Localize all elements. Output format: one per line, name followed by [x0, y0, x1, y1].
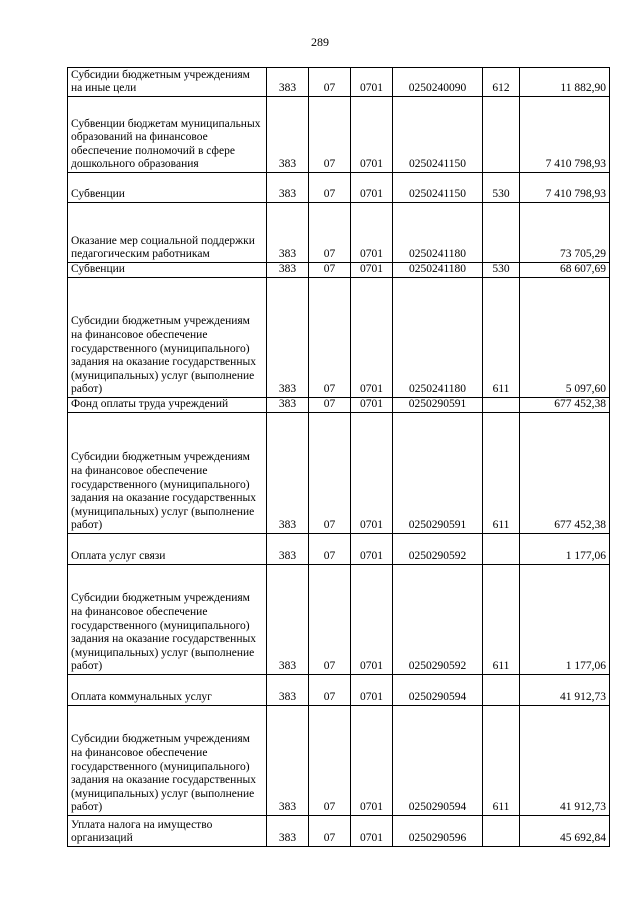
expense-type-code — [483, 675, 520, 706]
table-row — [68, 203, 610, 263]
expense-type-code: 612 — [483, 68, 520, 97]
amount: 677 452,38 — [520, 398, 610, 413]
table-row — [68, 97, 610, 173]
section-code: 07 — [309, 398, 351, 413]
expense-type-code — [483, 97, 520, 173]
target-article-code: 0250290592 — [393, 534, 483, 565]
expense-type-code — [483, 816, 520, 847]
department-code: 383 — [267, 534, 309, 565]
budget-item-name: Оказание мер социальной поддержки педагогическим работникам — [68, 203, 267, 263]
section-code: 07 — [309, 263, 351, 278]
table-row — [68, 68, 610, 97]
target-article-code: 0250290591 — [393, 398, 483, 413]
section-code: 07 — [309, 97, 351, 173]
section-code: 07 — [309, 534, 351, 565]
subsection-code: 0701 — [351, 68, 393, 97]
department-code: 383 — [267, 706, 309, 816]
amount: 677 452,38 — [520, 413, 610, 534]
department-code: 383 — [267, 203, 309, 263]
target-article-code: 0250241150 — [393, 97, 483, 173]
target-article-code: 0250290591 — [393, 413, 483, 534]
table-row — [68, 413, 610, 534]
section-code: 07 — [309, 173, 351, 203]
subsection-code: 0701 — [351, 413, 393, 534]
subsection-code: 0701 — [351, 816, 393, 847]
department-code: 383 — [267, 278, 309, 398]
subsection-code: 0701 — [351, 565, 393, 675]
subsection-code: 0701 — [351, 398, 393, 413]
table-row — [68, 263, 610, 278]
department-code: 383 — [267, 565, 309, 675]
target-article-code: 0250241150 — [393, 173, 483, 203]
budget-table — [67, 67, 610, 847]
section-code: 07 — [309, 706, 351, 816]
subsection-code: 0701 — [351, 675, 393, 706]
budget-item-name: Уплата налога на имущество организаций — [68, 816, 267, 847]
expense-type-code — [483, 203, 520, 263]
budget-item-name: Субвенции — [68, 263, 267, 278]
target-article-code: 0250241180 — [393, 263, 483, 278]
target-article-code: 0250290594 — [393, 706, 483, 816]
expense-type-code — [483, 534, 520, 565]
section-code: 07 — [309, 413, 351, 534]
target-article-code: 0250241180 — [393, 203, 483, 263]
amount: 5 097,60 — [520, 278, 610, 398]
budget-item-name: Оплата услуг связи — [68, 534, 267, 565]
department-code: 383 — [267, 173, 309, 203]
page-number: 289 — [311, 35, 329, 49]
expense-type-code — [483, 398, 520, 413]
department-code: 383 — [267, 263, 309, 278]
table-row — [68, 534, 610, 565]
amount: 1 177,06 — [520, 565, 610, 675]
expense-type-code: 611 — [483, 278, 520, 398]
budget-item-name: Субсидии бюджетным учреждениям на финансовое обеспечение государственного (муниципального) задания на оказание государственных (муниципальных) услуг (выполнение работ) — [68, 278, 267, 398]
section-code: 07 — [309, 675, 351, 706]
subsection-code: 0701 — [351, 534, 393, 565]
expense-type-code: 611 — [483, 565, 520, 675]
budget-item-name: Фонд оплаты труда учреждений — [68, 398, 267, 413]
subsection-code: 0701 — [351, 173, 393, 203]
subsection-code: 0701 — [351, 97, 393, 173]
amount: 7 410 798,93 — [520, 97, 610, 173]
expense-type-code: 530 — [483, 263, 520, 278]
table-row — [68, 278, 610, 398]
department-code: 383 — [267, 68, 309, 97]
department-code: 383 — [267, 816, 309, 847]
section-code: 07 — [309, 278, 351, 398]
target-article-code: 0250290592 — [393, 565, 483, 675]
table-row — [68, 565, 610, 675]
subsection-code: 0701 — [351, 203, 393, 263]
table-row — [68, 173, 610, 203]
amount: 73 705,29 — [520, 203, 610, 263]
budget-item-name: Субвенции — [68, 173, 267, 203]
target-article-code: 0250240090 — [393, 68, 483, 97]
table-row — [68, 706, 610, 816]
department-code: 383 — [267, 97, 309, 173]
target-article-code: 0250241180 — [393, 278, 483, 398]
amount: 45 692,84 — [520, 816, 610, 847]
amount: 41 912,73 — [520, 706, 610, 816]
budget-item-name: Субвенции бюджетам муниципальных образований на финансовое обеспечение полномочий в сфере дошкольного образования — [68, 97, 267, 173]
section-code: 07 — [309, 565, 351, 675]
expense-type-code: 611 — [483, 706, 520, 816]
amount: 41 912,73 — [520, 675, 610, 706]
amount: 68 607,69 — [520, 263, 610, 278]
target-article-code: 0250290594 — [393, 675, 483, 706]
section-code: 07 — [309, 203, 351, 263]
expense-type-code: 530 — [483, 173, 520, 203]
department-code: 383 — [267, 675, 309, 706]
table-row — [68, 398, 610, 413]
section-code: 07 — [309, 816, 351, 847]
amount: 1 177,06 — [520, 534, 610, 565]
amount: 11 882,90 — [520, 68, 610, 97]
budget-item-name: Оплата коммунальных услуг — [68, 675, 267, 706]
subsection-code: 0701 — [351, 706, 393, 816]
budget-item-name: Субсидии бюджетным учреждениям на финансовое обеспечение государственного (муниципального) задания на оказание государственных (муниципальных) услуг (выполнение работ) — [68, 706, 267, 816]
expense-type-code: 611 — [483, 413, 520, 534]
department-code: 383 — [267, 413, 309, 534]
amount: 7 410 798,93 — [520, 173, 610, 203]
target-article-code: 0250290596 — [393, 816, 483, 847]
table-row — [68, 816, 610, 847]
subsection-code: 0701 — [351, 263, 393, 278]
section-code: 07 — [309, 68, 351, 97]
budget-item-name: Субсидии бюджетным учреждениям на иные цели — [68, 68, 267, 97]
subsection-code: 0701 — [351, 278, 393, 398]
table-row — [68, 675, 610, 706]
department-code: 383 — [267, 398, 309, 413]
budget-item-name: Субсидии бюджетным учреждениям на финансовое обеспечение государственного (муниципального) задания на оказание государственных (муниципальных) услуг (выполнение работ) — [68, 565, 267, 675]
budget-item-name: Субсидии бюджетным учреждениям на финансовое обеспечение государственного (муниципального) задания на оказание государственных (муниципальных) услуг (выполнение работ) — [68, 413, 267, 534]
